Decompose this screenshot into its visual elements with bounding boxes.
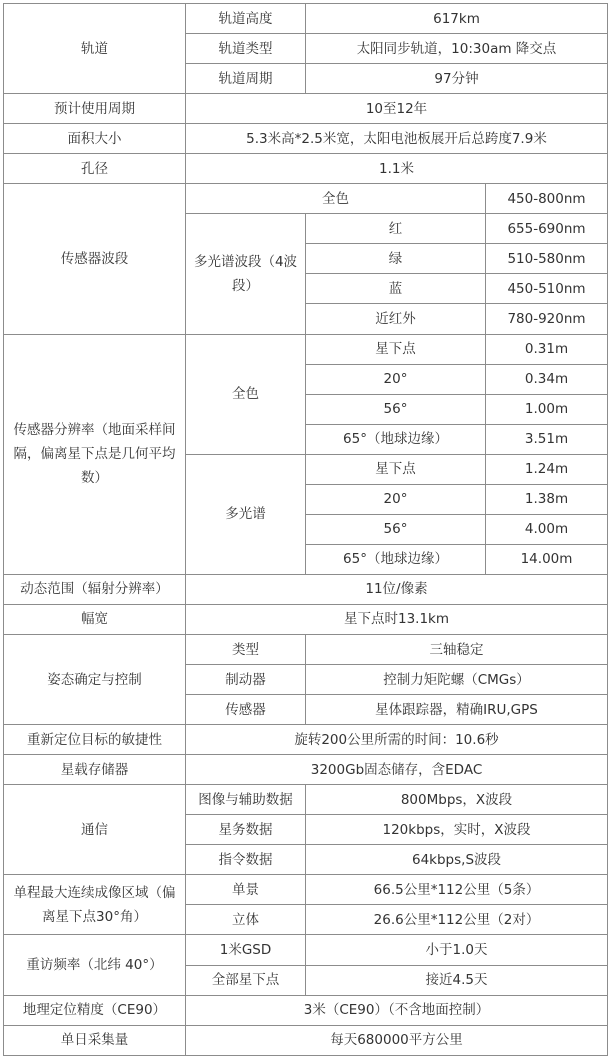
table-row — [4, 634, 608, 664]
size-value: 5.3米高*2.5米宽，太阳电池板展开后总跨度7.9米 — [186, 124, 608, 154]
orbit-label: 轨道 — [4, 4, 186, 94]
table-row — [4, 124, 608, 154]
orbit-type-value: 太阳同步轨道，10:30am 降交点 — [306, 34, 608, 64]
resolution-angle: 56° — [306, 394, 486, 424]
geolocation-value: 3米（CE90）（不含地面控制） — [186, 995, 608, 1025]
bands-blue-label: 蓝 — [306, 274, 486, 304]
attitude-type-value: 三轴稳定 — [306, 634, 608, 664]
resolution-value: 4.00m — [486, 514, 608, 544]
comms-image-label: 图像与辅助数据 — [186, 785, 306, 815]
bands-green-value: 510-580nm — [486, 244, 608, 274]
max-area-label: 单程最大连续成像区域（偏离星下点30°角） — [4, 875, 186, 935]
comms-house-value: 120kbps，实时，X波段 — [306, 815, 608, 845]
resolution-angle: 20° — [306, 484, 486, 514]
max-area-mono-value: 66.5公里*112公里（5条） — [306, 875, 608, 905]
aperture-label: 孔径 — [4, 154, 186, 184]
resolution-angle: 65°（地球边缘） — [306, 544, 486, 574]
bands-nir-label: 近红外 — [306, 304, 486, 334]
storage-value: 3200Gb固态储存，含EDAC — [186, 755, 608, 785]
size-label: 面积大小 — [4, 124, 186, 154]
spec-table — [3, 3, 608, 1056]
swath-label: 幅宽 — [4, 604, 186, 634]
table-row — [4, 995, 608, 1025]
resolution-label: 传感器分辨率（地面采样间隔，偏离星下点是几何平均数） — [4, 334, 186, 574]
geolocation-label: 地理定位精度（CE90） — [4, 995, 186, 1025]
comms-image-value: 800Mbps，X波段 — [306, 785, 608, 815]
bands-pan-value: 450-800nm — [486, 184, 608, 214]
resolution-angle: 65°（地球边缘） — [306, 424, 486, 454]
resolution-value: 1.38m — [486, 484, 608, 514]
comms-command-label: 指令数据 — [186, 845, 306, 875]
table-row — [4, 725, 608, 755]
orbit-period-value: 97分钟 — [306, 64, 608, 94]
resolution-value: 3.51m — [486, 424, 608, 454]
resolution-value: 0.31m — [486, 334, 608, 364]
dynamic-range-value: 11位/像素 — [186, 574, 608, 604]
bands-red-label: 红 — [306, 214, 486, 244]
attitude-sensor-value: 星体跟踪器，精确IRU,GPS — [306, 695, 608, 725]
collection-label: 单日采集量 — [4, 1025, 186, 1055]
orbit-period-label: 轨道周期 — [186, 64, 306, 94]
resolution-pan-label: 全色 — [186, 334, 306, 454]
orbit-type-label: 轨道类型 — [186, 34, 306, 64]
table-row — [4, 1025, 608, 1055]
attitude-actuator-label: 制动器 — [186, 665, 306, 695]
aperture-value: 1.1米 — [186, 154, 608, 184]
bands-blue-value: 450-510nm — [486, 274, 608, 304]
table-row — [4, 574, 608, 604]
table-row — [4, 785, 608, 815]
agility-value: 旋转200公里所需的时间：10.6秒 — [186, 725, 608, 755]
revisit-label: 重访频率（北纬 40°） — [4, 935, 186, 995]
table-row — [4, 94, 608, 124]
resolution-value: 1.24m — [486, 454, 608, 484]
bands-green-label: 绿 — [306, 244, 486, 274]
bands-ms-label: 多光谱波段（4波段） — [186, 214, 306, 334]
resolution-angle: 星下点 — [306, 454, 486, 484]
bands-nir-value: 780-920nm — [486, 304, 608, 334]
revisit-gsd-label: 1米GSD — [186, 935, 306, 965]
revisit-nadir-label: 全部星下点 — [186, 965, 306, 995]
resolution-angle: 56° — [306, 514, 486, 544]
dynamic-range-label: 动态范围（辐射分辨率） — [4, 574, 186, 604]
lifetime-value: 10至12年 — [186, 94, 608, 124]
table-row — [4, 935, 608, 965]
max-area-mono-label: 单景 — [186, 875, 306, 905]
attitude-sensor-label: 传感器 — [186, 695, 306, 725]
revisit-gsd-value: 小于1.0天 — [306, 935, 608, 965]
collection-value: 每天680000平方公里 — [186, 1025, 608, 1055]
resolution-value: 1.00m — [486, 394, 608, 424]
table-row — [4, 4, 608, 34]
resolution-angle: 20° — [306, 364, 486, 394]
bands-label: 传感器波段 — [4, 184, 186, 334]
table-row — [4, 154, 608, 184]
agility-label: 重新定位目标的敏捷性 — [4, 725, 186, 755]
table-row — [4, 875, 608, 905]
swath-value: 星下点时13.1km — [186, 604, 608, 634]
table-row — [4, 334, 608, 364]
comms-house-label: 星务数据 — [186, 815, 306, 845]
max-area-stereo-value: 26.6公里*112公里（2对） — [306, 905, 608, 935]
attitude-label: 姿态确定与控制 — [4, 634, 186, 724]
bands-pan-label: 全色 — [186, 184, 486, 214]
max-area-stereo-label: 立体 — [186, 905, 306, 935]
orbit-altitude-label: 轨道高度 — [186, 4, 306, 34]
storage-label: 星载存储器 — [4, 755, 186, 785]
revisit-nadir-value: 接近4.5天 — [306, 965, 608, 995]
table-row — [4, 604, 608, 634]
resolution-angle: 星下点 — [306, 334, 486, 364]
table-row — [4, 184, 608, 214]
comms-command-value: 64kbps,S波段 — [306, 845, 608, 875]
comms-label: 通信 — [4, 785, 186, 875]
resolution-ms-label: 多光谱 — [186, 454, 306, 574]
bands-red-value: 655-690nm — [486, 214, 608, 244]
resolution-value: 0.34m — [486, 364, 608, 394]
table-row — [4, 755, 608, 785]
resolution-value: 14.00m — [486, 544, 608, 574]
attitude-type-label: 类型 — [186, 634, 306, 664]
lifetime-label: 预计使用周期 — [4, 94, 186, 124]
attitude-actuator-value: 控制力矩陀螺（CMGs） — [306, 665, 608, 695]
orbit-altitude-value: 617km — [306, 4, 608, 34]
